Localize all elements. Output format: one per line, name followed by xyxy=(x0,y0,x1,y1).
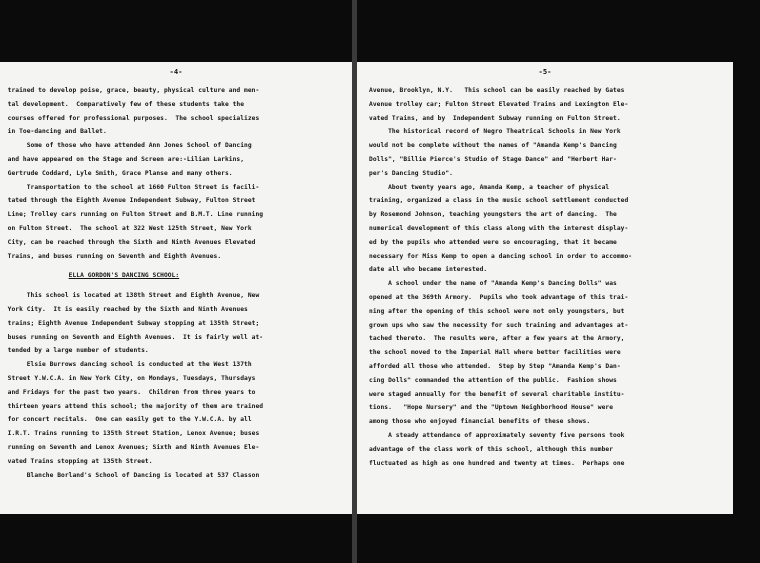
text-line: numerical development of this class along with the interest display- xyxy=(369,224,629,232)
text-line: Dolls", "Billie Pierce's Studio of Stage Dance" and "Herbert Har- xyxy=(369,155,617,163)
text-line: tal development. Comparatively few of these students take the xyxy=(0,100,245,108)
text-line: were staged annually for the benefit of several charitable institu- xyxy=(369,390,625,398)
text-line: Gertrude Coddard, Lyle Smith, Grace Planse and many others. xyxy=(0,169,233,177)
text-line: The historical record of Negro Theatrical Schools in New York xyxy=(369,128,621,136)
text-line: Avenue trolley car; Fulton Street Elevated Trains and Lexington Ele- xyxy=(369,100,629,108)
text-line: and Fridays for the past two years. Children from three years to xyxy=(0,388,256,396)
text-line: This school is located at 138th Street and Eighth Avenue, New xyxy=(0,292,260,300)
text-line: the school moved to the Imperial Hall where better facilities were xyxy=(369,349,621,357)
text-line: York City. It is easily reached by the Sixth and Ninth Avenues xyxy=(0,305,248,313)
text-line: and have appeared on the Stage and Screen are:-Lilian Larkins, xyxy=(0,155,245,163)
text-line: vated Trains stopping at 135th Street. xyxy=(0,457,153,465)
page-number: -5- xyxy=(538,67,552,76)
text-line: opened at the 369th Armory. Pupils who took advantage of this trai- xyxy=(369,293,629,301)
text-line: Avenue, Brooklyn, N.Y. This school can be easily reached by Gates xyxy=(369,87,625,94)
text-line: tached thereto. The results were, after a few years at the Armory, xyxy=(369,335,625,343)
left-page xyxy=(0,62,352,514)
text-line: for concert recitals. One can easily get to the Y.W.C.A. by all xyxy=(0,416,252,424)
text-line: courses offered for professional purposes. The school specializes xyxy=(0,114,260,122)
text-line: I.R.T. Trains running to 135th Street Station, Lenox Avenue; buses xyxy=(0,430,260,438)
text-line: fluctuated as high as one hundred and twenty at times. Perhaps one xyxy=(369,459,625,467)
text-line: training, organized a class in the music school settlement conducted xyxy=(369,197,629,205)
text-line: afforded all those who attended. Step by Step "Amanda Kemp's Dan- xyxy=(369,362,621,370)
text-line: vated Trains, and by Independent Subway running on Fulton Street. xyxy=(369,114,621,122)
text-line: Transportation to the school at 1660 Fulton Street is facili- xyxy=(0,183,260,191)
text-line: running on Seventh and Lenox Avenues; Sixth and Ninth Avenues Ele- xyxy=(0,443,260,451)
text-line: Trains, and buses running on Seventh and Eighth Avenues. xyxy=(0,252,222,260)
text-line: advantage of the class work of this school, although this number xyxy=(369,445,614,453)
text-line: necessary for Miss Kemp to open a dancing school in order to accommo- xyxy=(369,252,633,260)
text-line: Elsie Burrows dancing school is conducted at the West 137th xyxy=(0,361,252,369)
text-line: by Rosemond Johnson, teaching youngsters the art of dancing. The xyxy=(369,211,617,219)
text-line: cing Dolls" commanded the attention of the public. Fashion shows xyxy=(369,376,617,384)
text-line: ning after the opening of this school were not only youngsters, but xyxy=(369,307,625,315)
section-heading xyxy=(0,269,263,283)
right-page xyxy=(357,62,733,514)
text-line: grown ups who saw the necessity for such training and advantages at- xyxy=(369,321,629,329)
page-text xyxy=(369,84,632,470)
text-line: A steady attendance of approximately seventy five persons took xyxy=(369,431,625,439)
text-line: tated through the Eighth Avenue Independent Subway, Fulton Street xyxy=(0,197,256,205)
text-line: would not be complete without the names of "Amanda Kemp's Dancing xyxy=(369,142,617,150)
text-line: trains; Eighth Avenue Independent Subway stopping at 135th Street; xyxy=(0,319,260,327)
page-number: -4- xyxy=(169,67,183,76)
text-line: thirteen years attend this school; the majority of them are trained xyxy=(0,402,264,410)
text-line: date all who became interested. xyxy=(369,266,488,274)
text-line: About twenty years ago, Amanda Kemp, a teacher of physical xyxy=(369,183,610,191)
text-line: Blanche Borland's School of Dancing is located at 537 Classon xyxy=(0,471,260,479)
text-line: per's Dancing Studio". xyxy=(369,169,453,177)
text-line: in Toe-dancing and Ballet. xyxy=(0,128,107,136)
text-line: among those who enjoyed financial benefits of these shows. xyxy=(369,418,591,426)
page-text xyxy=(0,84,263,482)
text-line: on Fulton Street. The school at 322 West 125th Street, New York xyxy=(0,224,252,232)
text-line: A school under the name of "Amanda Kemp's Dancing Dolls" was xyxy=(369,280,617,288)
text-line: buses running on Seventh and Eighth Avenues. It is fairly well at- xyxy=(0,333,264,341)
text-line: Line; Trolley cars running on Fulton Street and B.M.T. Line running xyxy=(0,211,264,219)
text-line: tended by a large number of students. xyxy=(0,347,149,355)
text-line: Street Y.W.C.A. in New York City, on Mondays, Tuesdays, Thursdays xyxy=(0,374,256,382)
text-line: Some of those who have attended Ann Jones School of Dancing xyxy=(0,142,252,150)
text-line: trained to develop poise, grace, beauty, physical culture and men- xyxy=(0,87,260,94)
text-line: tions. "Hope Nursery" and the "Uptown Neighborhood House" were xyxy=(369,404,614,412)
text-line: ed by the pupils who attended were so encouraging, that it became xyxy=(369,238,617,246)
text-line: City, can be reached through the Sixth and Ninth Avenues Elevated xyxy=(0,238,256,246)
heading-text: ELLA GORDON'S DANCING SCHOOL: xyxy=(68,272,180,280)
